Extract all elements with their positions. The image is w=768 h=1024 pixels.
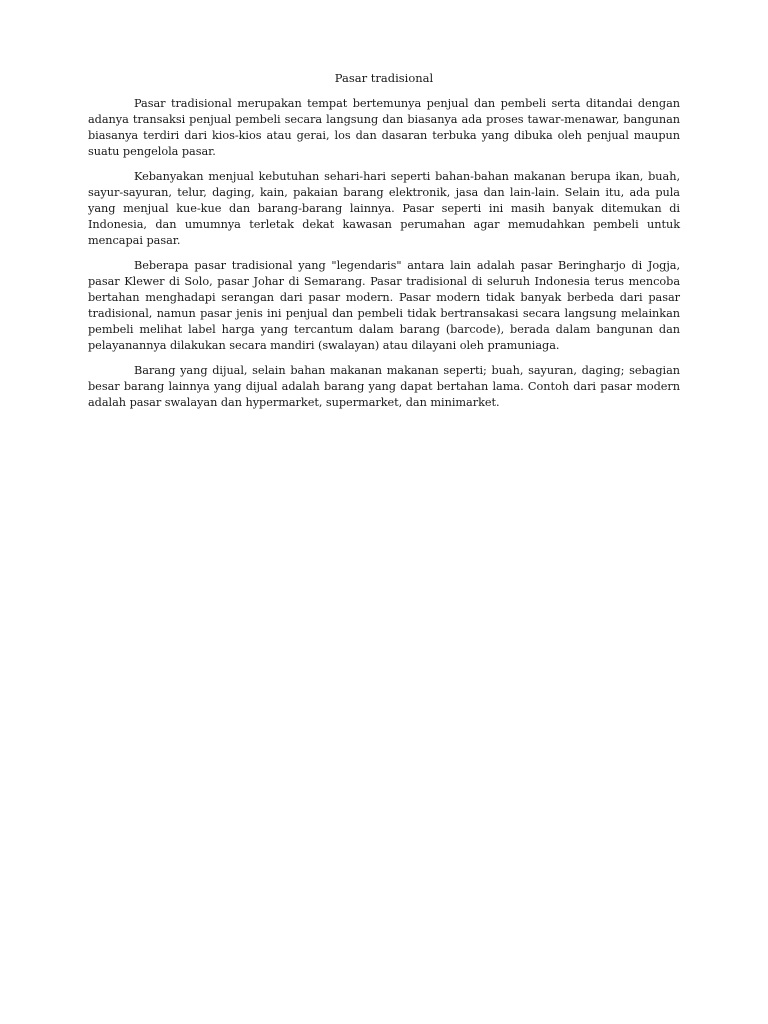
paragraph-2: Kebanyakan menjual kebutuhan sehari-hari seperti bahan-bahan makanan berupa ikan, buah, sayur-sayuran, telur, daging, kain, pakaian barang elektronik, jasa dan lain-lain. Selain itu, ada pula yang menjual kue-kue dan barang-barang lainnya. Pasar seperti ini masih banyak ditemukan di Indonesia, dan umumnya terletak dekat kawasan perumahan agar memudahkan pembeli untuk mencapai pasar. [88, 170, 680, 247]
document-title: Pasar tradisional [334, 71, 434, 85]
paragraph-3: Beberapa pasar tradisional yang "legendaris" antara lain adalah pasar Beringharjo di Jogja, pasar Klewer di Solo, pasar Johar di Semarang. Pasar tradisional di seluruh Indonesia terus mencoba bertahan menghadapi serangan dari pasar modern. Pasar modern tidak banyak berbeda dari pasar tradisional, namun pasar jenis ini penjual dan pembeli tidak bertransakasi secara langsung melainkan pembeli melihat label harga yang tercantum dalam barang (barcode), berada dalam bangunan dan pelayanannya dilakukan secara mandiri (swalayan) atau dilayani oleh pramuniaga. [88, 259, 680, 352]
paragraph-1: Pasar tradisional merupakan tempat bertemunya penjual dan pembeli serta ditandai dengan adanya transaksi penjual pembeli secara langsung dan biasanya ada proses tawar-menawar, bangunan biasanya terdiri dari kios-kios atau gerai, los dan dasaran terbuka yang dibuka oleh penjual maupun suatu pengelola pasar. [88, 97, 680, 158]
paragraph-4: Barang yang dijual, selain bahan makanan makanan seperti; buah, sayuran, daging; sebagian besar barang lainnya yang dijual adalah barang yang dapat bertahan lama. Contoh dari pasar modern adalah pasar swalayan dan hypermarket, supermarket, dan minimarket. [88, 364, 680, 409]
document-page [88, 70, 680, 420]
